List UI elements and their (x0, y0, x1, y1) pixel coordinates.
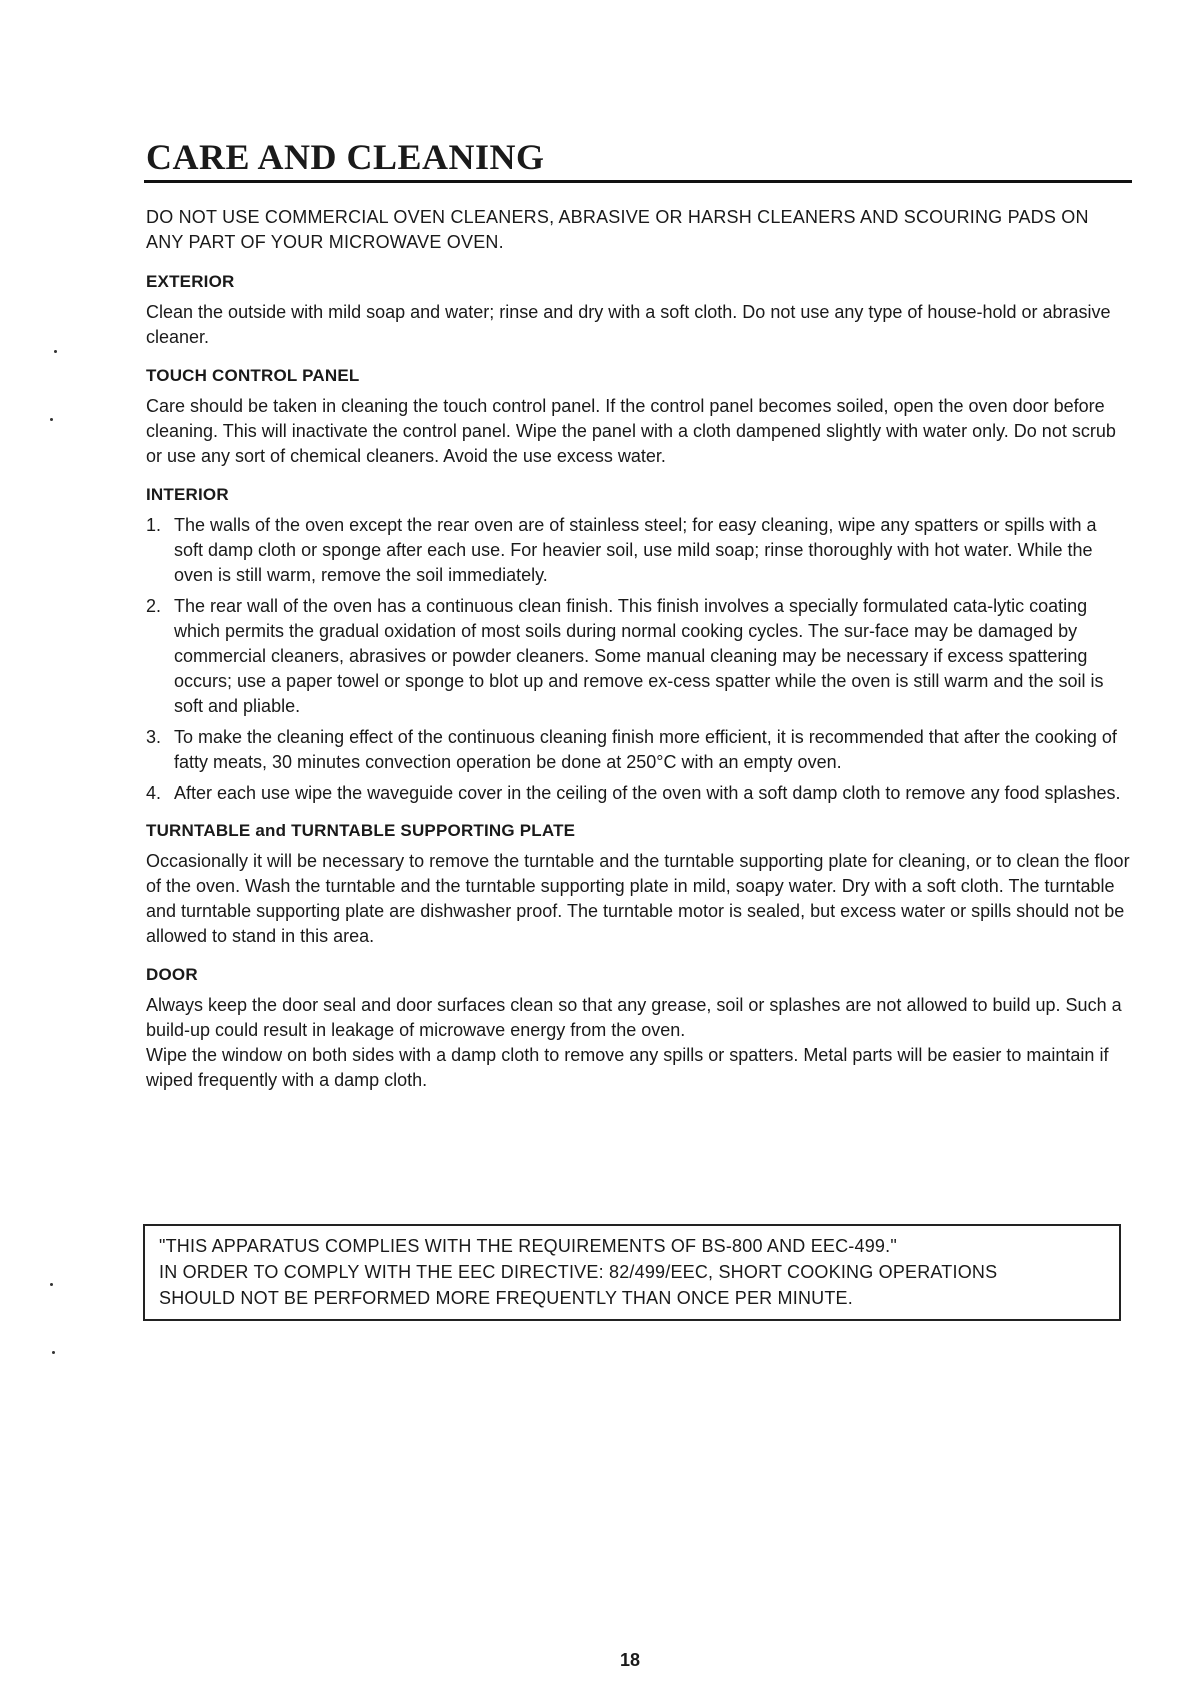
list-text: After each use wipe the waveguide cover in the ceiling of the oven with a soft damp cloth to remove any food splashes. (174, 783, 1121, 803)
section-text: Care should be taken in cleaning the touch control panel. If the control panel becomes soiled, open the oven door before cleaning. This will inactivate the control panel. Wipe the panel with a cloth dampened slightly with water only. Do not scrub or use any sort of chemical cleaners. Avoid the use excess water. (146, 396, 1116, 466)
list-item (146, 781, 1130, 806)
notice-line: SHOULD NOT BE PERFORMED MORE FREQUENTLY THAN ONCE PER MINUTE. (159, 1288, 853, 1308)
list-number: 2. (146, 596, 162, 616)
warning-text: DO NOT USE COMMERCIAL OVEN CLEANERS, ABRASIVE OR HARSH CLEANERS AND SCOURING PADS ON ANY PART OF YOUR MICROWAVE OVEN. (146, 207, 1089, 252)
list-text: The rear wall of the oven has a continuous clean finish. This finish involves a specially formulated cata-lytic coating which permits the gradual oxidation of most soils during normal cooking cycles. The sur-face may be damaged by commercial cleaners, abrasives or powder cleaners. Some manual cleaning may be necessary if excess spattering occurs; use a paper towel or sponge to blot up and remove ex-cess spatter while the oven is still warm and the soil is soft and pliable. (174, 596, 1104, 716)
scan-speck (50, 418, 53, 421)
section-heading: INTERIOR (146, 485, 229, 504)
section-exterior (146, 269, 1130, 350)
interior-list (146, 513, 1130, 806)
list-number: 3. (146, 727, 162, 747)
page-number: 18 (620, 1650, 641, 1670)
section-heading: TURNTABLE and TURNTABLE SUPPORTING PLATE (146, 821, 576, 840)
section-heading: TOUCH CONTROL PANEL (146, 366, 360, 385)
section-text: Clean the outside with mild soap and water; rinse and dry with a soft cloth. Do not use any type of house-hold or abrasive cleaner. (146, 302, 1111, 347)
list-number: 4. (146, 783, 162, 803)
list-item (146, 725, 1130, 775)
compliance-notice (143, 1224, 1121, 1321)
section-interior (146, 482, 1130, 806)
notice-line: IN ORDER TO COMPLY WITH THE EEC DIRECTIVE: 82/499/EEC, SHORT COOKING OPERATIONS (159, 1262, 998, 1282)
document-body (146, 205, 1130, 1106)
notice-line: "THIS APPARATUS COMPLIES WITH THE REQUIREMENTS OF BS-800 AND EEC-499." (159, 1236, 897, 1256)
section-door (146, 962, 1130, 1093)
list-text: The walls of the oven except the rear oven are of stainless steel; for easy cleaning, wipe any spatters or spills with a soft damp cloth or sponge after each use. For heavier soil, use mild soap; rinse thoroughly with hot water. While the oven is still warm, remove the soil immediately. (174, 515, 1097, 585)
list-item (146, 513, 1130, 588)
scan-speck (54, 350, 57, 353)
section-text: Wipe the window on both sides with a damp cloth to remove any spills or spatters. Metal parts will be easier to maintain if wiped frequently with a damp cloth. (146, 1045, 1109, 1090)
section-turntable (146, 818, 1130, 949)
scan-speck (50, 1283, 53, 1286)
list-text: To make the cleaning effect of the continuous cleaning finish more efficient, it is recommended that after the cooking of fatty meats, 30 minutes convection operation be done at 250°C with an empty oven. (174, 727, 1117, 772)
section-text: Occasionally it will be necessary to remove the turntable and the turntable supporting plate for cleaning, or to clean the floor of the oven. Wash the turntable and the turntable supporting plate in mild, soapy water. Dry with a soft cloth. The turntable and turntable supporting plate are dishwasher proof. The turntable motor is sealed, but excess water or spills should not be allowed to stand in this area. (146, 851, 1130, 946)
section-text: Always keep the door seal and door surfaces clean so that any grease, soil or splashes are not allowed to build up. Such a build-up could result in leakage of microwave energy from the oven. (146, 995, 1122, 1040)
list-item (146, 594, 1130, 719)
page-title: CARE AND CLEANING (146, 137, 545, 177)
section-heading: DOOR (146, 965, 198, 984)
section-heading: EXTERIOR (146, 272, 235, 291)
scan-speck (52, 1351, 55, 1354)
title-rule (144, 180, 1132, 183)
list-number: 1. (146, 515, 162, 535)
section-touch-control-panel (146, 363, 1130, 469)
